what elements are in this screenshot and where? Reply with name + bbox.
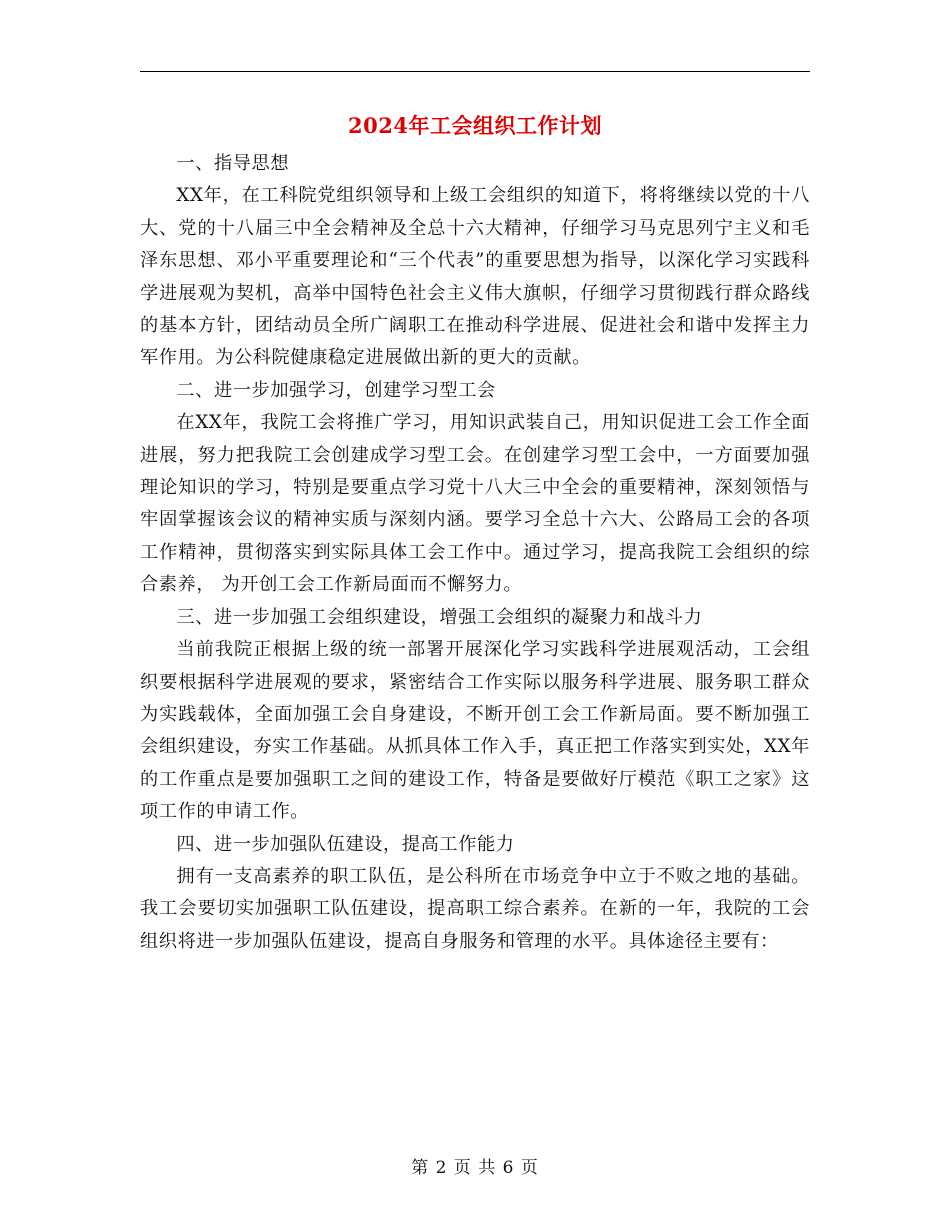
section-heading-4: 四、进一步加强队伍建设，提高工作能力	[176, 833, 515, 855]
paragraph-4: 拥有一支高素养的职工队伍，是公科所在市场竞争中立于不败之地的基础。我工会要切实加强职工队伍建设，提高职工综合素养。在新的一年，我院的工会组织将进一步加强队伍建设，提高自身服务和管理的水平。具体途径主要有：	[140, 865, 810, 952]
section-heading-3: 三、进一步加强工会组织建设，增强工会组织的凝聚力和战斗力	[176, 606, 703, 628]
paragraph-2: 在XX年，我院工会将推广学习，用知识武装自己，用知识促进工会工作全面进展，努力把我院工会创建成学习型工会。在创建学习型工会中，一方面要加强理论知识的学习，特别是要重点学习党十八大三中全会的重要精神，深刻领悟与牢固掌握该会议的精神实质与深刻内涵。要学习全总十六大、公路局工会的各项工作精神，贯彻落实到实际具体工会工作中。通过学习，提高我院工会组织的综合素养， 为开创工会工作新局面而不懈努力。	[140, 412, 810, 596]
document-body	[140, 148, 810, 958]
section-heading-2: 二、进一步加强学习，创建学习型工会	[176, 379, 496, 401]
paragraph-3: 当前我院正根据上级的统一部署开展深化学习实践科学进展观活动，工会组织要根据科学进展观的要求，紧密结合工作实际以服务科学进展、服务职工群众为实践载体，全面加强工会自身建设，不断开创工会工作新局面。要不断加强工会组织建设，夯实工作基础。从抓具体工作入手，真正把工作落实到实处，XX年的工作重点是要加强职工之间的建设工作，特备是要做好厅模范《职工之家》这项工作的申请工作。	[140, 639, 810, 823]
section-heading-1: 一、指导思想	[176, 153, 290, 174]
page-number-footer: 第 2 页 共 6 页	[411, 1158, 539, 1178]
paragraph-1: XX年，在工科院党组织领导和上级工会组织的知道下，将将继续以党的十八大、党的十八届三中全会精神及全总十六大精神，仔细学习马克思列宁主义和毛泽东思想、邓小平重要理论和“三个代表”的重要思想为指导，以深化学习实践科学进展观为契机，高举中国特色社会主义伟大旗帜，仔细学习贯彻践行群众路线的基本方针，团结动员全所广阔职工在推动科学进展、促进社会和谐中发挥主力军作用。为公科院健康稳定进展做出新的更大的贡献。	[140, 185, 810, 369]
document-title: 2024年工会组织工作计划	[348, 113, 602, 138]
header-rule	[140, 71, 810, 72]
